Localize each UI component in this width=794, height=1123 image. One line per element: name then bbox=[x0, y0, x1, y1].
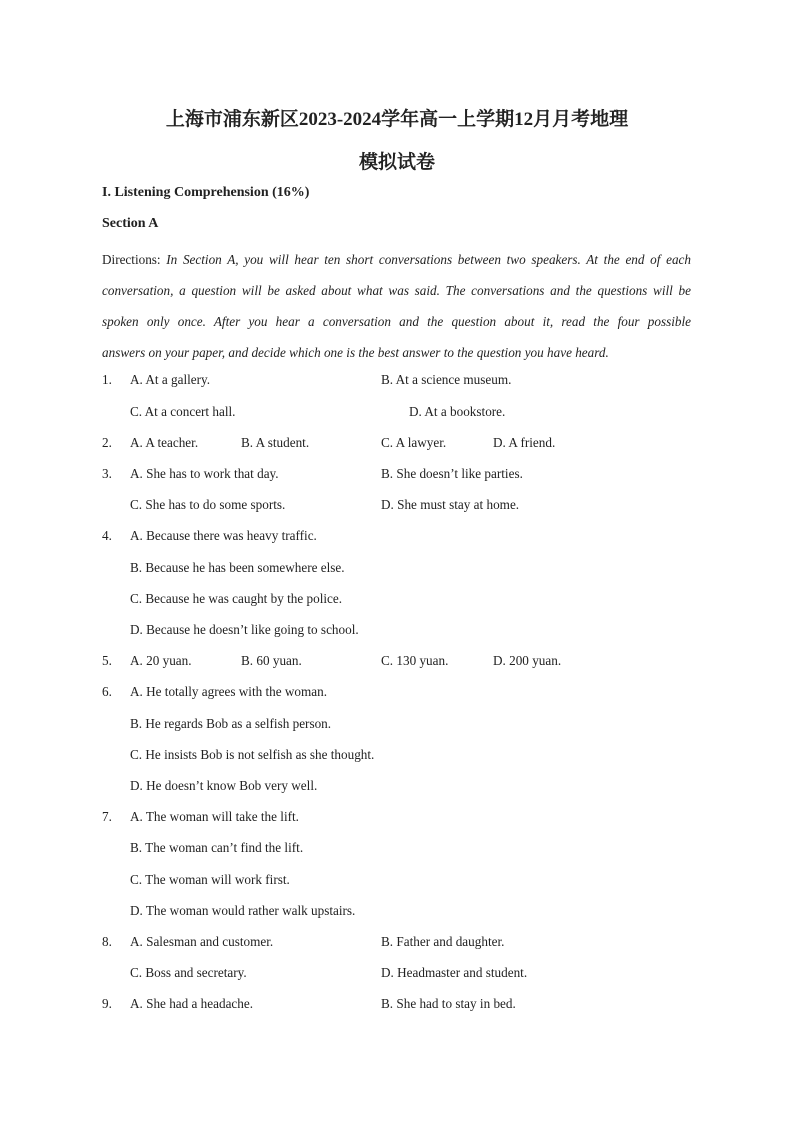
option-a: A. Salesman and customer. bbox=[130, 934, 274, 949]
option-b: B. 60 yuan. bbox=[241, 653, 302, 668]
question-number: 6. bbox=[102, 684, 112, 699]
option-d: D. She must stay at home. bbox=[381, 497, 520, 512]
document-title: 上海市浦东新区2023-2024学年高一上学期12月月考地理 bbox=[165, 109, 629, 130]
option-a: A. He totally agrees with the woman. bbox=[130, 684, 328, 699]
option-d: D. The woman would rather walk upstairs. bbox=[130, 903, 356, 918]
question-number: 7. bbox=[102, 809, 112, 824]
question-number: 8. bbox=[102, 934, 112, 949]
directions-label: Directions: bbox=[102, 252, 167, 267]
section-heading: Section A bbox=[102, 216, 159, 231]
option-d: D. At a bookstore. bbox=[409, 404, 506, 419]
directions-line: spoken only once. After you hear a conversation and the question about it, read the four possible bbox=[102, 314, 691, 329]
directions-line: In Section A, you will hear ten short conversations between two speakers. At the end of each bbox=[166, 252, 691, 267]
option-a: A. She has to work that day. bbox=[130, 466, 279, 481]
option-b: B. Because he has been somewhere else. bbox=[130, 560, 345, 575]
option-d: D. A friend. bbox=[493, 435, 556, 450]
option-b: B. He regards Bob as a selfish person. bbox=[130, 716, 332, 731]
option-b: B. A student. bbox=[241, 435, 310, 450]
question-number: 9. bbox=[102, 996, 112, 1011]
option-c: C. Boss and secretary. bbox=[130, 965, 247, 980]
option-c: C. She has to do some sports. bbox=[130, 497, 286, 512]
option-a: A. She had a headache. bbox=[130, 996, 254, 1011]
directions bbox=[102, 244, 691, 368]
option-c: C. At a concert hall. bbox=[130, 404, 236, 419]
option-b: B. She had to stay in bed. bbox=[381, 996, 516, 1011]
part-heading: I. Listening Comprehension (16%) bbox=[102, 185, 310, 200]
question-number: 2. bbox=[102, 435, 112, 450]
question-number: 5. bbox=[102, 653, 112, 668]
option-b: B. Father and daughter. bbox=[381, 934, 505, 949]
question-number: 4. bbox=[102, 528, 112, 543]
option-a: A. The woman will take the lift. bbox=[130, 809, 299, 824]
option-a: A. A teacher. bbox=[130, 435, 199, 450]
option-c: C. He insists Bob is not selfish as she thought. bbox=[130, 747, 375, 762]
directions-line: conversation, a question will be asked about what was said. The conversations and the questions will be bbox=[102, 283, 691, 298]
directions-line: answers on your paper, and decide which one is the best answer to the question you have heard. bbox=[102, 345, 609, 360]
option-a: A. 20 yuan. bbox=[130, 653, 192, 668]
option-b: B. The woman can’t find the lift. bbox=[130, 840, 304, 855]
option-c: C. A lawyer. bbox=[381, 435, 447, 450]
option-d: D. Because he doesn’t like going to school. bbox=[130, 622, 359, 637]
option-a: A. Because there was heavy traffic. bbox=[130, 528, 317, 543]
option-d: D. 200 yuan. bbox=[493, 653, 562, 668]
document-subtitle: 模拟试卷 bbox=[358, 152, 435, 173]
question-number: 1. bbox=[102, 372, 112, 387]
option-c: C. 130 yuan. bbox=[381, 653, 449, 668]
question-number: 3. bbox=[102, 466, 112, 481]
option-c: C. The woman will work first. bbox=[130, 872, 290, 887]
option-b: B. At a science museum. bbox=[381, 372, 512, 387]
option-d: D. Headmaster and student. bbox=[381, 965, 528, 980]
option-a: A. At a gallery. bbox=[130, 372, 211, 387]
option-c: C. Because he was caught by the police. bbox=[130, 591, 343, 606]
option-b: B. She doesn’t like parties. bbox=[381, 466, 523, 481]
option-d: D. He doesn’t know Bob very well. bbox=[130, 778, 318, 793]
